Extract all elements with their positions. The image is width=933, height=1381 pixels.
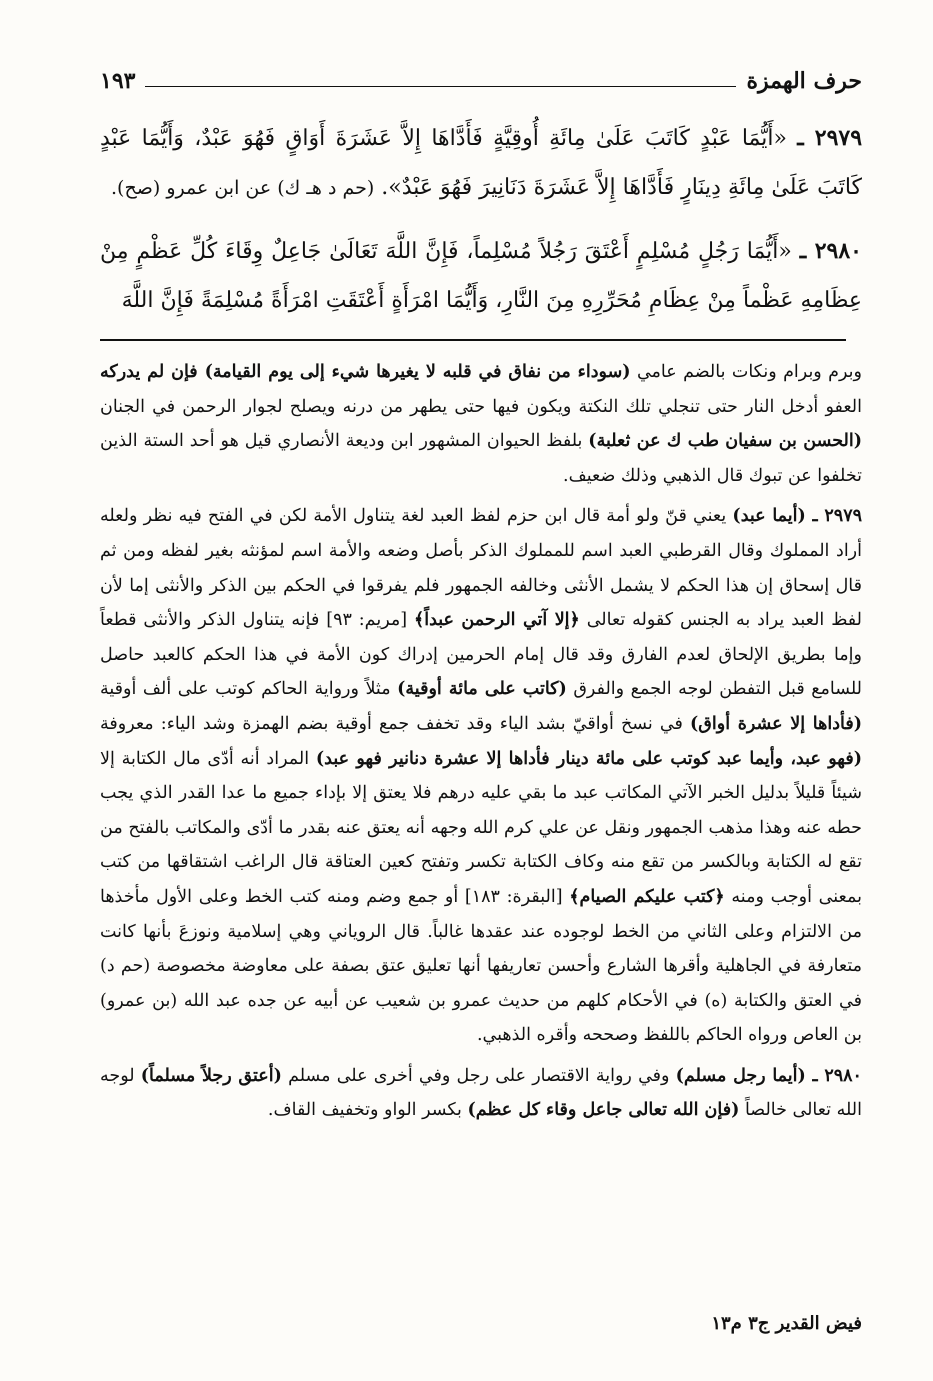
- footer-signature: فيض القدير ج٣ م١٣: [711, 1313, 862, 1334]
- hadith-2979: [100, 114, 862, 213]
- commentary-text: بكسر الواو وتخفيف القاف.: [267, 1100, 462, 1121]
- commentary-paragraph-2980: [100, 1059, 862, 1128]
- commentary-text: [البقرة: ١٨٣] أو جمع وضم ومنه كتب الخط وعلى الأول مأخذها من الالتزام وعلى الثاني من الخط لوجوده عند عقدها غالباً. قال الروياني وهي إسلامية ونوزعَ بأنها كانت متعارفة في الجاهلية وأقرها الشارع وأحسن تعاريفها أنها تعليق عتق بصفة على معاوضة مخصوصة (حم د) في العتق والكتابة (ه) في الأحكام كلهم من حديث عمرو بن شعيب عن أبيه عن جده عبد الله (بن عمرو) بن العاص ورواه الحاكم باللفظ وصححه وأقره الذهبي.: [100, 886, 862, 1046]
- commentary-quote: (أعتق رجلاً مسلماً): [140, 1065, 282, 1086]
- commentary-text: بلفظ الحيوان المشهور ابن وديعة الأنصاري قيل هو أحد الستة الذين تخلفوا عن تبوك قال الذهبي وذلك ضعيف.: [100, 431, 862, 486]
- commentary-quote: (فهو عبد، وأيما عبد كوتب على مائة دينار فأداها إلا عشرة دنانير فهو عبد): [315, 748, 862, 769]
- quran-quote: ﴿كتب عليكم الصيام﴾: [569, 886, 725, 907]
- header-rule: [145, 86, 736, 87]
- commentary-text: وبرم وبرام ونكات بالضم عامي: [636, 362, 862, 382]
- commentary-text: يعني قنّ ولو أمة قال ابن حزم لفظ العبد لغة يتناول الأمة لكن في الفتح فيه نظر ولعله أراد المملوك وقال القرطبي العبد اسم للمملوك الذكر بأصل وضعه والأمة اسم لمؤنثه بغير لفظه ومن ثم قال إسحاق إن هذا الحكم لا يشمل الأنثى وخالفه الجمهور فلم يفرقوا في الحكم بين الذكر والأنثى إما لأن لفظ العبد يراد به الجنس كقوله تعالى: [100, 506, 862, 631]
- commentary-quote: (سوداء من نفاق في قلبه لا يغيرها شيء إلى يوم القيامة) فإن لم يدركه: [100, 362, 631, 382]
- commentary-paragraph: [100, 355, 862, 493]
- commentary-quote: (فإن الله تعالى جاعل وقاء كل عظم): [467, 1100, 740, 1121]
- commentary-block: [100, 355, 862, 1128]
- commentary-text: لوجه الله تعالى خالصاً: [100, 1065, 862, 1121]
- commentary-paragraph-2979: [100, 499, 862, 1053]
- commentary-text: في نسخ أواقيّ بشد الياء وقد تخفف جمع أوقية بضم الهمزة وشد الياء: معروفة: [100, 713, 683, 734]
- commentary-quote: (كاتب على مائة أوقية): [397, 679, 567, 700]
- commentary-heading: ٢٩٨٠ ـ (أيما رجل مسلم): [675, 1065, 862, 1086]
- hadith-text: «أَيُّمَا رَجُلٍ مُسْلِمٍ أَعْتَقَ رَجُلاً مُسْلِماً، فَإِنَّ اللَّهَ تَعَالَىٰ جَاعِلٌ وِقَاءَ كُلِّ عَظْمٍ مِنْ عِظَامِهِ عَظْماً مِنْ عِظَامِ مُحَرِّرِهِ مِنَ النَّارِ، وَأَيُّمَا امْرَأَةٍ أَعْتَقَتِ امْرَأَةً مُسْلِمَةً فَإِنَّ اللَّهَ: [100, 239, 862, 313]
- book-page: [100, 60, 862, 1134]
- hadith-text-block: [100, 114, 862, 325]
- commentary-text: العفو أدخل النار حتى تنجلي تلك النكتة ويكون فيها حتى يطهر من درنه ويصلح لجوار الرحمن في الجنان: [100, 396, 862, 417]
- hadith-number: ٢٩٨٠ ـ: [799, 238, 862, 264]
- page-number: ١٩٣: [100, 68, 136, 94]
- commentary-quote: (الحسن بن سفيان طب ك عن ثعلبة): [588, 431, 862, 452]
- commentary-text: المراد أنه أدّى مال الكتابة إلا شيئاً قليلاً بدليل الخبر الآتي المكاتب عبد ما بقي عليه درهم فلا يعتق إلا بإداء جميع ما عدا القدر الذي يجب حطه عنه وهذا مذهب الجمهور ونقل عن علي كرم الله وجهه أنه يعتق عنه بقدر ما أدّى والمكاتب بالفتح من تقع له الكتابة وبالكسر من تقع منه وكاف الكتابة تكسر وتفتح كعين العتاقة قال الراغب اشتقاقها من كتب بمعنى أوجب ومنه: [100, 748, 862, 907]
- quran-quote: ﴿إلا آتي الرحمن عبداً﴾: [413, 610, 580, 631]
- commentary-text: وفي رواية الاقتصار على رجل وفي أخرى على مسلم: [288, 1065, 670, 1086]
- commentary-quote: (فأداها إلا عشرة أواق): [690, 713, 862, 734]
- commentary-text: مثلاً ورواية الحاكم كوتب على ألف أوقية: [100, 679, 391, 700]
- commentary-heading: ٢٩٧٩ ـ (أيما عبد): [732, 506, 862, 527]
- hadith-text: «أَيُّمَا عَبْدٍ كَاتَبَ عَلَىٰ مِائَةِ أُوقِيَّةٍ فَأَدَّاهَا إِلاَّ عَشَرَةَ أَوَاقٍ فَهُوَ عَبْدٌ، وَأَيُّمَا عَبْدٍ كَاتَبَ عَلَىٰ مِائَةِ دِينَارٍ فَأَدَّاهَا إِلاَّ عَشَرَةَ دَنَانِيرَ فَهُوَ عَبْدٌ».: [100, 126, 862, 200]
- section-divider: [100, 339, 846, 341]
- hadith-2980: [100, 227, 862, 325]
- hadith-number: ٢٩٧٩ ـ: [797, 125, 863, 151]
- chapter-title: حرف الهمزة: [746, 68, 862, 94]
- hadith-source: (حم د هـ ك) عن ابن عمرو (صح).: [111, 177, 375, 199]
- running-head: [100, 60, 862, 94]
- commentary-text: [مريم: ٩٣] فإنه يتناول الذكر والأنثى قطعاً وإما بطريق الإلحاق لعدم الفارق وقد قال إمام الحرمين إدراك كون الأمة في هذا الحكم كالعبد حاصل للسامع قبل التفطن لوجه الجمع والفرق: [100, 610, 863, 700]
